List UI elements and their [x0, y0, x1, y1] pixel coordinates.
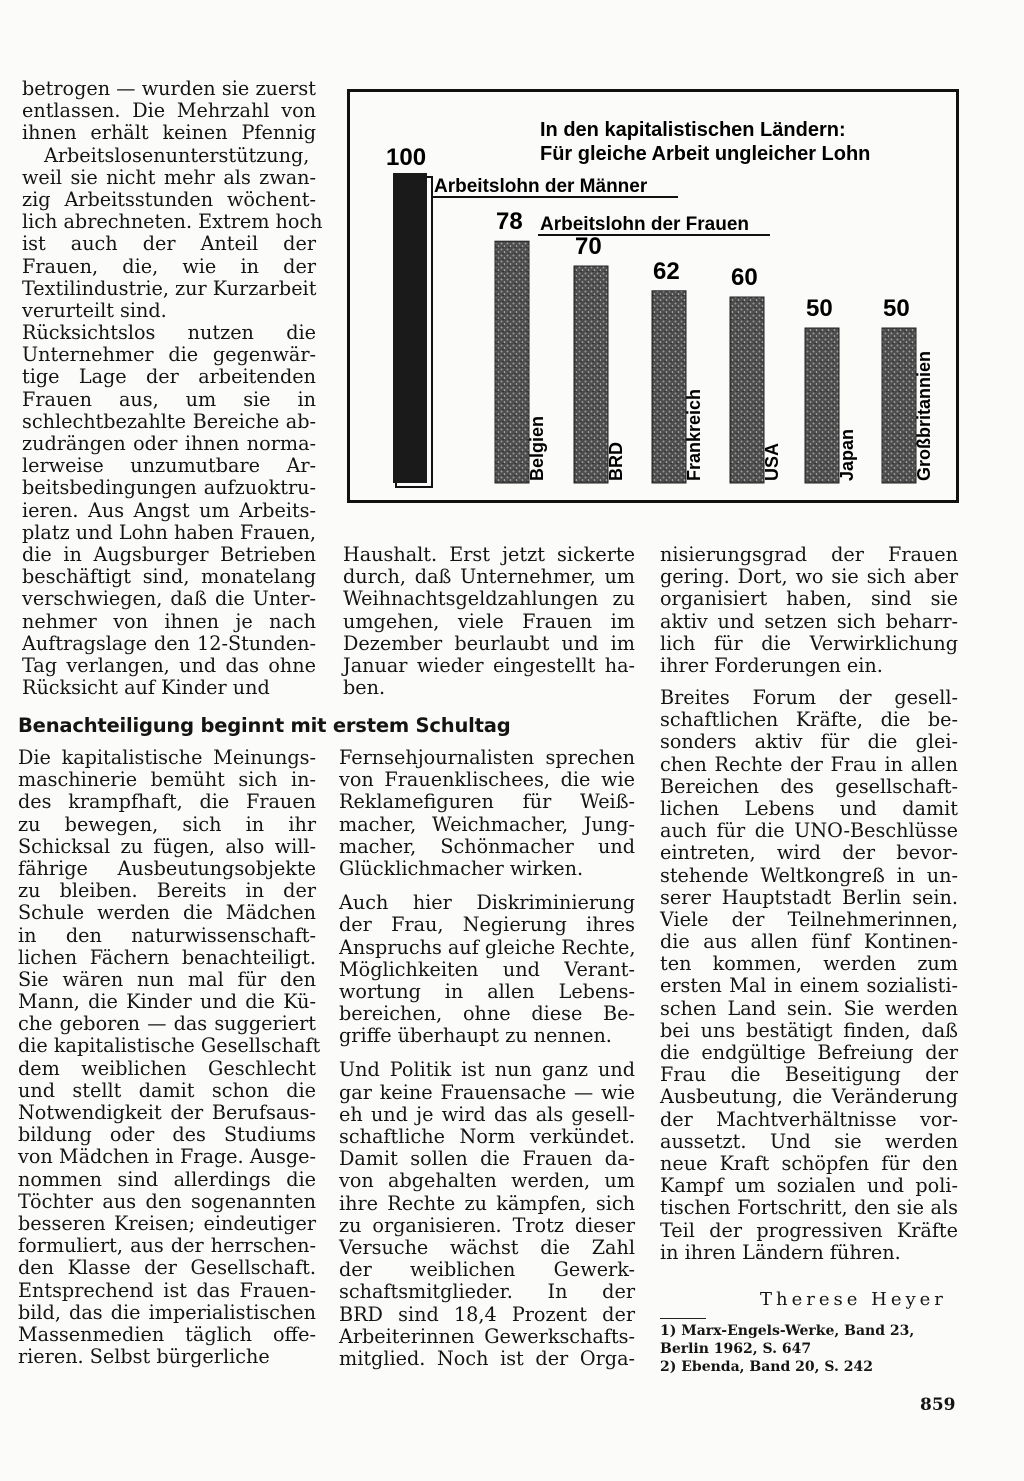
text-line: von abgehalten werden, um: [339, 1169, 635, 1193]
text-line: Möglichkeiten und Verant-: [339, 957, 635, 981]
text-line: beschäftigt sind, monatelang: [22, 565, 316, 589]
text-line: zudrängen oder ihnen norma-: [22, 432, 316, 455]
text-line: verschwiegen, daß die Unter-: [22, 587, 316, 611]
text-line: ten kommen, werden zum: [660, 952, 958, 976]
text-line: aktiv und setzen sich beharr-: [660, 609, 958, 633]
right-column-main: [660, 687, 958, 1264]
text-line: Haushalt. Erst jetzt sickerte: [343, 543, 635, 566]
footnote-line: Berlin 1962, S. 647: [660, 1341, 812, 1357]
text-line: Auftragslage den 12-Stunden-: [22, 631, 316, 655]
category-label: USA: [762, 442, 782, 481]
text-line: neue Kraft schöpfen für den: [660, 1151, 958, 1175]
text-line: Kampf um sozialen und poli-: [660, 1174, 958, 1198]
text-line: serer Hauptstadt Berlin sein.: [660, 885, 958, 909]
text-line: nommen sind allerdings die: [18, 1167, 316, 1191]
category-label: Großbritannien: [914, 351, 934, 481]
text-line: Entsprechend ist das Frauen-: [18, 1278, 316, 1302]
text-line: bildung oder des Studiums: [18, 1123, 316, 1147]
text-line: der Frau, Negierung ihres: [339, 913, 635, 937]
text-line: zu organisieren. Trotz dieser: [339, 1213, 635, 1237]
text-line: schlechtbezahlte Bereiche ab-: [22, 409, 316, 433]
text-line: umgehen, viele Frauen im: [343, 609, 635, 633]
bar-women: [574, 266, 608, 483]
legend-men: Arbeitslohn der Männer: [434, 176, 648, 197]
text-line: rieren. Selbst bürgerliche: [18, 1345, 270, 1369]
text-line: Damit sollen die Frauen da-: [339, 1147, 635, 1171]
text-line: che geboren — das suggeriert: [18, 1012, 316, 1036]
top-middle-column: [343, 544, 635, 699]
text-line: der weiblichen Gewerk-: [339, 1258, 635, 1282]
text-line: lich abrechneten. Extrem hoch: [22, 210, 323, 234]
bar-women: [730, 297, 764, 483]
text-line: mitglied. Noch ist der Orga-: [339, 1346, 635, 1370]
text-line: macher, Weichmacher, Jung-: [339, 812, 635, 836]
text-line: zig Arbeitsstunden wöchent-: [22, 187, 316, 211]
text-line: Und Politik ist nun ganz und: [339, 1058, 635, 1082]
bar-women: [495, 241, 529, 483]
text-line: von Mädchen in Frage. Ausge-: [18, 1145, 316, 1169]
bar-women: [805, 328, 839, 483]
text-line: tischen Fortschritt, den sie als: [660, 1196, 958, 1220]
text-line: Fernsehjournalisten sprechen: [339, 746, 635, 769]
top-left-column: [22, 77, 323, 700]
text-line: Rücksichtslos nutzen die: [22, 321, 316, 345]
category-label: Frankreich: [684, 388, 704, 481]
text-line: zu bewegen, sich in ihr: [18, 812, 316, 836]
section-heading: Benachteiligung beginnt mit erstem Schultag: [18, 714, 511, 737]
text-line: nisierungsgrad der Frauen: [660, 543, 958, 566]
text-line: Ausbeutung, die Veränderung: [660, 1085, 958, 1109]
text-line: Reklamefiguren für Weiß-: [339, 790, 635, 814]
text-line: ihnen erhält keinen Pfennig: [22, 121, 316, 145]
text-line: Frau die Beseitigung der: [660, 1063, 958, 1087]
text-line: lich für die Verwirklichung: [660, 631, 958, 655]
bar-men: [393, 173, 427, 483]
bar-women: [652, 291, 686, 483]
text-line: und stellt damit schon die: [18, 1078, 316, 1102]
text-line: Frauen, die, wie in der: [22, 254, 316, 278]
text-line: zu bleiben. Bereits in der: [18, 879, 316, 903]
text-line: den Klasse der Gesellschaft.: [18, 1256, 316, 1280]
text-line: die endgültige Befreiung der: [660, 1041, 958, 1064]
text-line: weil sie nicht mehr als zwan-: [22, 165, 316, 189]
bottom-middle-column: [339, 747, 635, 1370]
text-line: nehmer von ihnen je nach: [22, 609, 316, 633]
text-line: organisiert haben, sind sie: [660, 587, 958, 611]
bar-value-label: 60: [731, 264, 758, 291]
text-line: bild, das die imperialistischen: [18, 1300, 316, 1324]
text-line: formuliert, aus der herrschen-: [18, 1234, 316, 1258]
text-line: Arbeitslosenunterstützung,: [44, 143, 310, 167]
bar-value-label: 70: [575, 233, 602, 260]
text-line: besseren Kreisen; eindeutiger: [18, 1211, 316, 1235]
chart-title: In den kapitalistischen Ländern:: [540, 119, 846, 141]
category-label: Japan: [837, 428, 857, 481]
text-line: Töchter aus den sogenannten: [18, 1189, 316, 1213]
text-line: Tag verlangen, und das ohne: [22, 653, 316, 677]
text-line: schen Land sein. Sie werden: [660, 996, 958, 1020]
text-line: Auch hier Diskriminierung: [339, 891, 635, 915]
text-line: dem weiblichen Geschlecht: [18, 1056, 316, 1080]
text-line: ist auch der Anteil der: [22, 232, 316, 256]
text-line: fährige Ausbeutungsobjekte: [18, 856, 316, 880]
text-line: Viele der Teilnehmerinnen,: [660, 907, 958, 931]
text-line: tige Lage der arbeitenden: [22, 365, 316, 389]
text-line: gar keine Frauensache — wie: [339, 1080, 635, 1104]
text-line: der Machtverhältnisse vor-: [660, 1107, 958, 1131]
text-line: verurteilt sind.: [22, 298, 167, 322]
text-line: Bereichen des gesellschaft-: [660, 774, 958, 798]
text-line: Anspruchs auf gleiche Rechte,: [339, 935, 636, 959]
page-number: 859: [920, 1395, 956, 1415]
text-line: ieren. Aus Angst um Arbeits-: [22, 498, 316, 522]
text-line: des krampfhaft, die Frauen: [18, 790, 316, 814]
footnotes: [660, 1322, 956, 1376]
text-line: gering. Dort, wo sie sich aber: [660, 565, 958, 589]
text-line: Glücklichmacher wirken.: [339, 856, 584, 880]
text-line: Massenmedien täglich offe-: [18, 1322, 316, 1346]
author-signature: Therese Heyer: [760, 1289, 947, 1310]
text-line: bereichen, ohne diese Be-: [339, 1002, 635, 1026]
text-line: Schicksal zu fügen, also will-: [18, 834, 316, 858]
text-line: chen Rechte der Frau in allen: [660, 752, 958, 776]
bar-women: [882, 328, 916, 483]
text-line: die in Augsburger Betrieben: [22, 542, 316, 566]
text-line: Weihnachtsgeldzahlungen zu: [343, 587, 635, 611]
footnote-line: 2) Ebenda, Band 20, S. 242: [660, 1359, 873, 1375]
category-label: BRD: [606, 442, 626, 481]
legend-women: Arbeitslohn der Frauen: [540, 214, 750, 235]
bar-value-label: 50: [806, 295, 833, 322]
text-line: die aus allen fünf Kontinen-: [660, 930, 958, 954]
text-line: aussetzt. Und sie werden: [660, 1129, 958, 1153]
category-label: Belgien: [527, 415, 547, 481]
text-line: ihre Rechte zu kämpfen, sich: [339, 1191, 635, 1215]
text-line: macher, Schönmacher und: [339, 834, 635, 858]
text-line: Arbeiterinnen Gewerkschafts-: [339, 1324, 635, 1348]
text-line: schaftlichen Kräfte, die be-: [660, 708, 958, 732]
text-line: lichen Lebens und damit: [660, 796, 958, 820]
text-line: platz und Lohn haben Frauen,: [22, 520, 316, 544]
text-line: lichen Fächern benachteiligt.: [18, 945, 316, 969]
text-line: Rücksicht auf Kinder und: [22, 676, 270, 700]
footnote-rule: [660, 1318, 706, 1319]
wage-chart-svg: [350, 92, 956, 500]
text-line: Die kapitalistische Meinungs-: [18, 746, 316, 769]
text-line: Frauen aus, um sie in: [22, 387, 316, 411]
bar-label-men: 100: [386, 144, 427, 171]
text-line: in den naturwissenschaft-: [18, 923, 316, 947]
text-line: stehende Weltkongreß in un-: [660, 863, 958, 887]
text-line: die kapitalistische Gesellschaft: [18, 1034, 321, 1058]
top-right-column: [660, 544, 958, 677]
text-line: Sie wären nun mal für den: [18, 967, 316, 991]
bar-value-label: 50: [883, 295, 910, 322]
text-line: eh und je wird das als gesell-: [339, 1102, 635, 1126]
text-line: bei uns bestätigt finden, daß: [660, 1018, 958, 1042]
text-line: in ihren Ländern führen.: [660, 1240, 901, 1264]
text-line: auch für die UNO-Beschlüsse: [660, 819, 958, 843]
text-line: entlassen. Die Mehrzahl von: [22, 99, 316, 123]
text-line: Textilindustrie, zur Kurzarbeit: [22, 276, 317, 300]
text-line: durch, daß Unternehmer, um: [343, 565, 635, 589]
text-line: lerweise unzumutbare Ar-: [22, 454, 316, 478]
text-line: eintreten, wird der bevor-: [660, 841, 958, 865]
bar-value-label: 62: [653, 257, 680, 285]
text-line: BRD sind 18,4 Prozent der: [339, 1302, 635, 1326]
text-line: schaftsmitglieder. In der: [339, 1280, 635, 1304]
text-line: Januar wieder eingestellt ha-: [343, 653, 635, 677]
text-line: Notwendigkeit der Berufsaus-: [18, 1101, 316, 1124]
wage-chart: [347, 89, 959, 503]
footnote-line: 1) Marx-Engels-Werke, Band 23,: [660, 1323, 915, 1339]
text-line: von Frauenklischees, die wie: [339, 768, 635, 792]
bar-value-label: 78: [496, 208, 523, 236]
text-line: ersten Mal in einem sozialisti-: [660, 974, 958, 998]
text-line: Schule werden die Mädchen: [18, 901, 316, 925]
text-line: ihrer Forderungen ein.: [660, 653, 883, 677]
text-line: beitsbedingungen aufzuoktru-: [22, 476, 316, 500]
text-line: Breites Forum der gesell-: [660, 686, 958, 709]
text-line: ben.: [343, 676, 386, 700]
text-line: schaftliche Norm verkündet.: [339, 1125, 635, 1148]
text-line: Teil der progressiven Kräfte: [660, 1218, 958, 1242]
text-line: maschinerie bemüht sich in-: [18, 768, 316, 792]
text-line: betrogen — wurden sie zuerst: [22, 77, 316, 100]
text-line: Dezember beurlaubt und im: [343, 631, 635, 655]
text-line: Versuche wächst die Zahl: [339, 1235, 635, 1259]
text-line: Unternehmer die gegenwär-: [22, 343, 316, 367]
text-line: wortung in allen Lebens-: [339, 979, 635, 1003]
chart-subtitle: Für gleiche Arbeit ungleicher Lohn: [540, 143, 871, 165]
text-line: Mann, die Kinder und die Kü-: [18, 990, 316, 1014]
text-line: griffe überhaupt zu nennen.: [339, 1024, 612, 1048]
bottom-left-column: [18, 746, 321, 1369]
text-line: sonders aktiv für die glei-: [660, 730, 958, 754]
